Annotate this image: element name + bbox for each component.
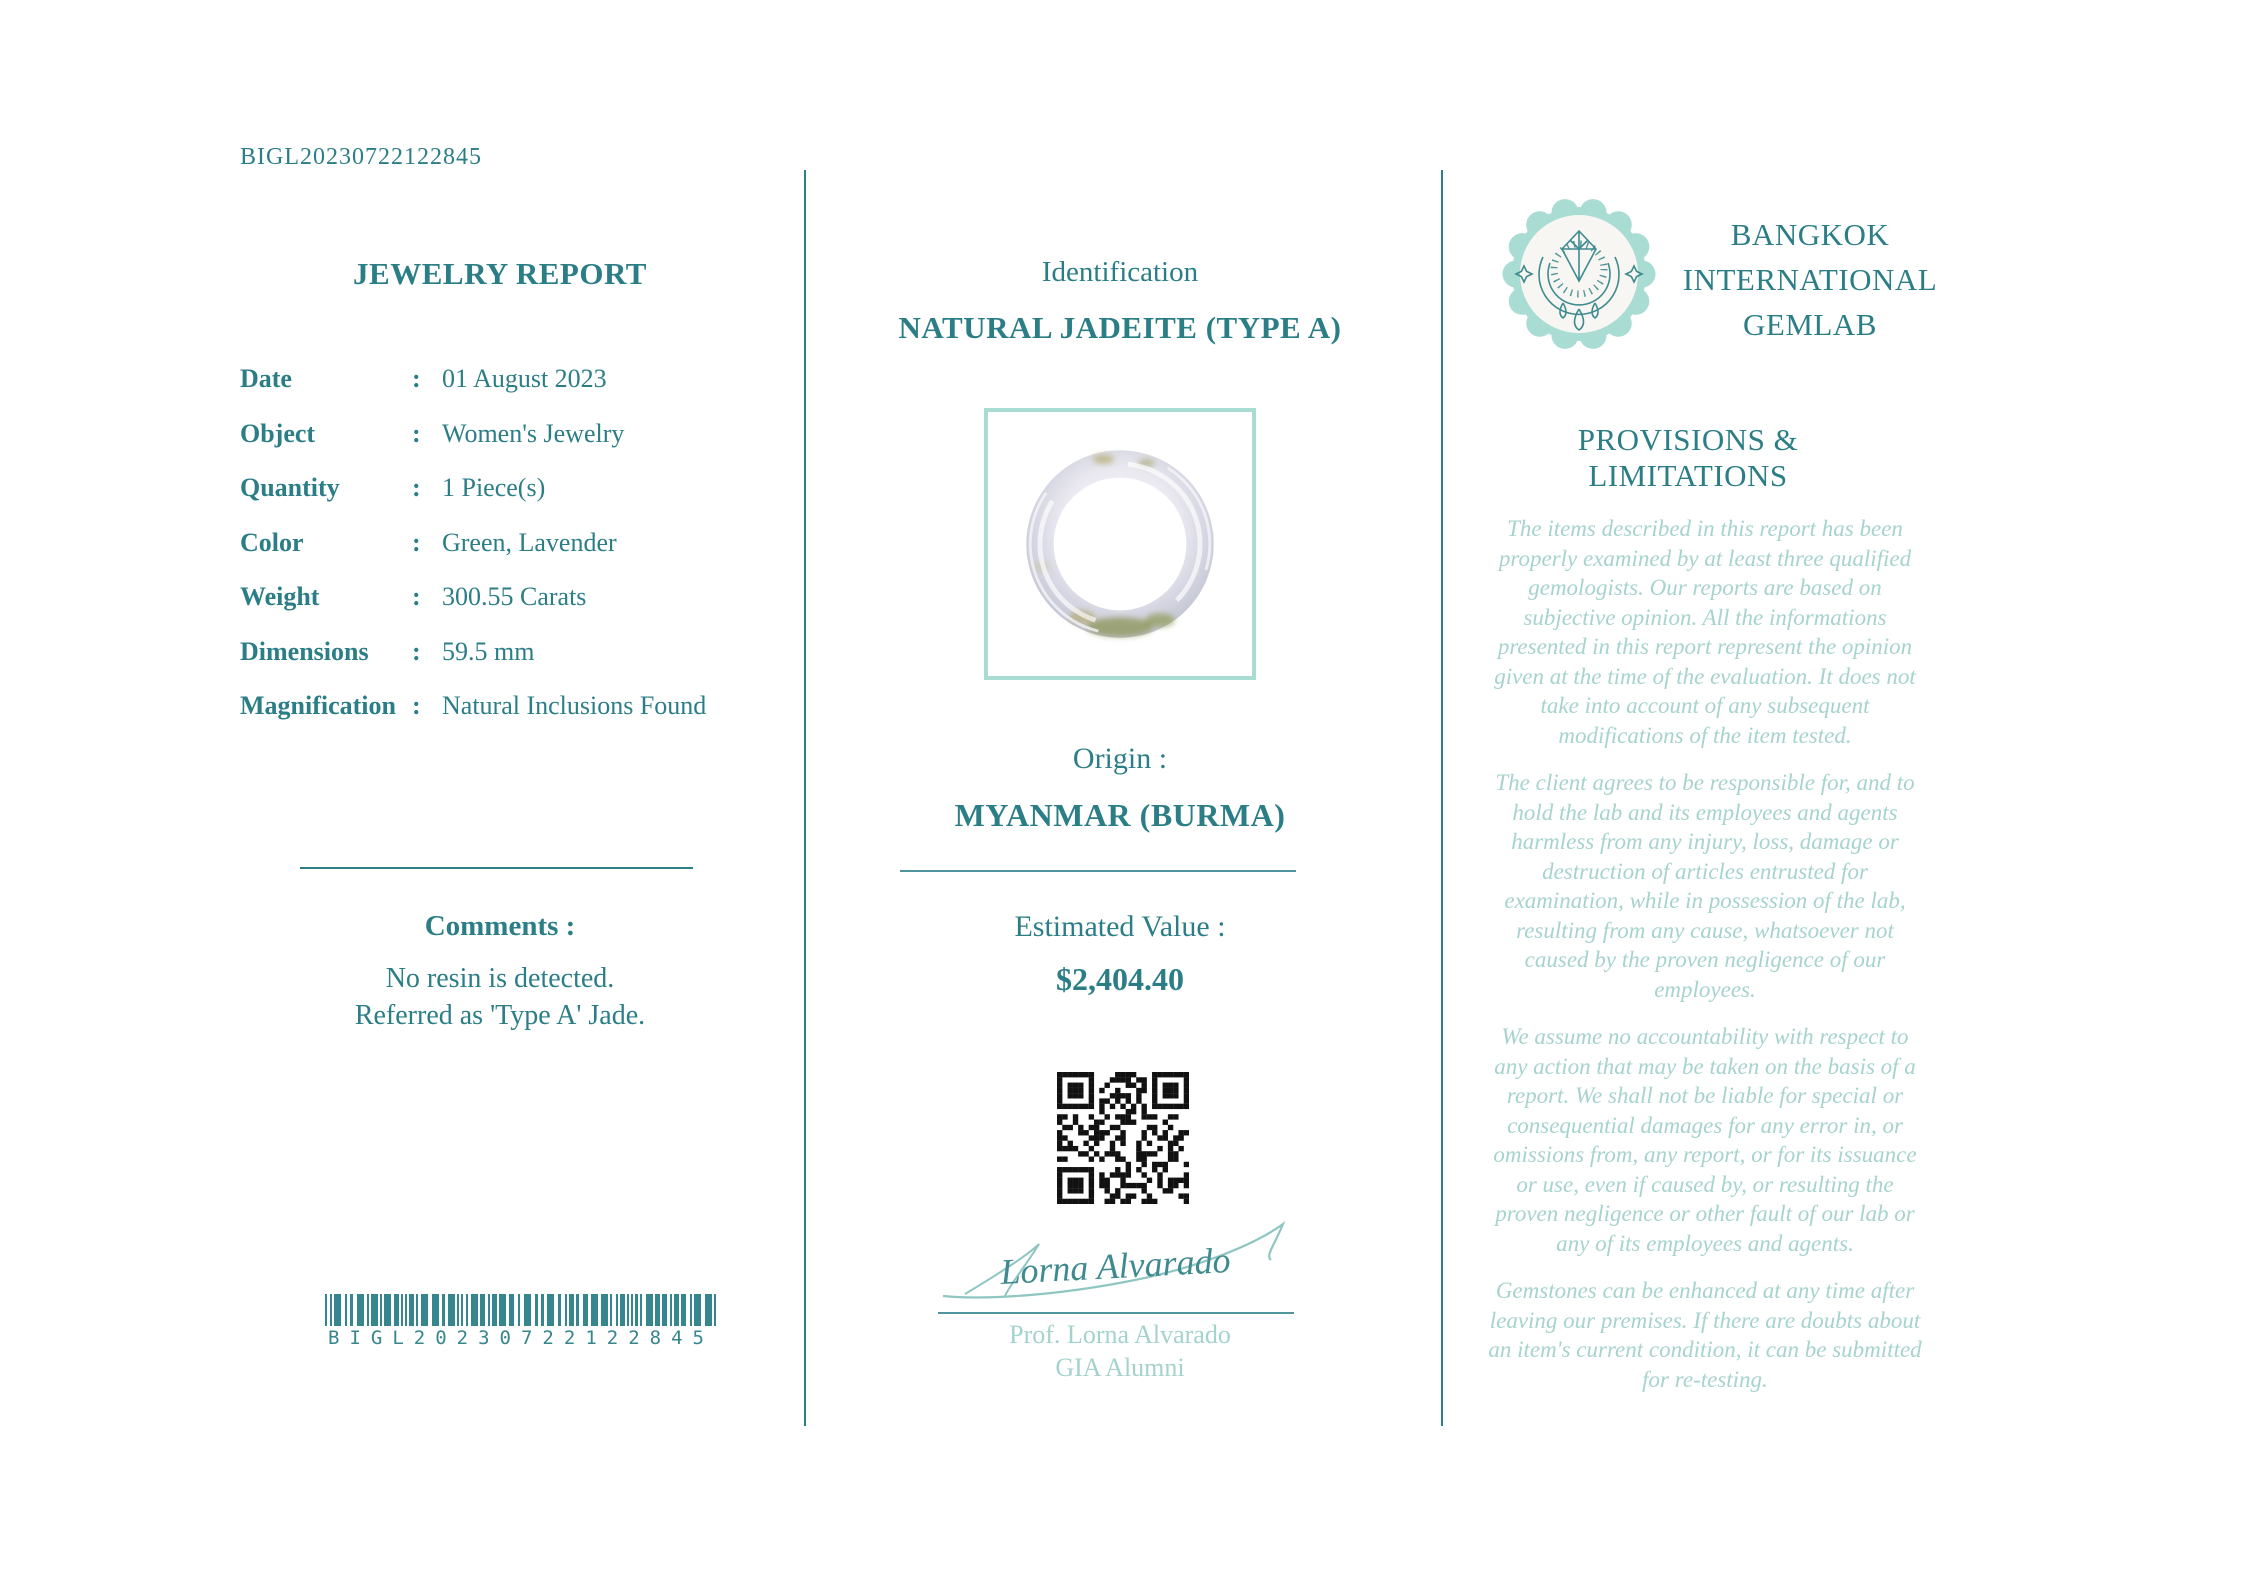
- field-separator: :: [412, 364, 421, 393]
- field-label: Date: [240, 364, 292, 393]
- provision-paragraph: The client agrees to be responsible for, and to hold the lab and its employees and agents harmless from any injury, loss, damage or destruction of articles entrusted for examination, while in possession of the lab, resulting from any cause, whatsoever not caused by the proven negligence of our employees.: [1495, 770, 1915, 1002]
- origin-value: MYANMAR (BURMA): [954, 797, 1286, 833]
- lab-name: [1660, 212, 1960, 347]
- provision-paragraph: Gemstones can be enhanced at any time after leaving our premises. If there are doubts about an item's current condition, it can be submitted for re-testing.: [1488, 1278, 1922, 1392]
- item-photo-frame: [984, 408, 1256, 680]
- origin-heading: Origin :: [1072, 742, 1168, 775]
- provision-paragraph: We assume no accountability with respect to any action that may be taken on the basis of a report. We shall not be liable for special or consequential damages for any error in, or omissions from, any report, or for its issuance or use, even if caused by, or resulting the proven negligence or other fault of our lab or any of its employees and agents.: [1493, 1024, 1917, 1256]
- field-label: Weight: [240, 582, 320, 611]
- field-row: [240, 637, 760, 692]
- field-row: [240, 473, 760, 528]
- estimated-value-amount: $2,404.40: [1056, 961, 1184, 997]
- field-row: [240, 691, 760, 746]
- identification-result: NATURAL JADEITE (TYPE A): [898, 310, 1342, 345]
- field-value: Natural Inclusions Found: [442, 691, 707, 720]
- report-fields: [240, 364, 760, 746]
- provisions-text: [1485, 514, 1925, 1412]
- barcode-bars: [325, 1294, 717, 1326]
- signatory-title: GIA Alumni: [1055, 1353, 1185, 1382]
- field-label: Object: [240, 418, 316, 448]
- field-value: Women's Jewelry: [442, 418, 625, 448]
- field-row: [240, 419, 760, 474]
- field-row: [240, 364, 760, 419]
- page-title: JEWELRY REPORT: [353, 256, 647, 291]
- field-separator: :: [412, 636, 421, 666]
- field-label: Color: [240, 527, 304, 557]
- field-value: 300.55 Carats: [442, 582, 587, 611]
- field-value: 01 August 2023: [442, 364, 607, 393]
- field-value: 59.5 mm: [442, 636, 535, 666]
- provision-paragraph: The items described in this report has been properly examined by at least three qualified gemologists. Our reports are based on subjective opinion. All the informations presented in this report represent the opinion given at the time of the evaluation. It does not take into account of any subsequent modifications of the item tested.: [1494, 516, 1916, 748]
- lab-name-line: INTERNATIONAL: [1682, 262, 1938, 297]
- field-label: Dimensions: [240, 636, 369, 666]
- lab-name-line: GEMLAB: [1743, 307, 1877, 342]
- signature-line: [938, 1312, 1294, 1314]
- value-divider: [900, 870, 1296, 872]
- signature-name: Lorna Alvarado: [999, 1240, 1232, 1293]
- field-label: Quantity: [240, 473, 340, 502]
- field-row: [240, 582, 760, 637]
- field-value: 1 Piece(s): [442, 473, 546, 502]
- jade-bangle-photo: [998, 422, 1242, 666]
- column-divider-right: [1441, 170, 1443, 1426]
- field-separator: :: [412, 418, 421, 448]
- field-separator: :: [412, 582, 421, 611]
- qr-code: [1057, 1072, 1189, 1204]
- comment-line: Referred as 'Type A' Jade.: [354, 1000, 646, 1031]
- signatory-name: Prof. Lorna Alvarado: [1009, 1320, 1231, 1349]
- barcode-text: BIGL20230722122845: [328, 1327, 714, 1349]
- report-number: BIGL20230722122845: [240, 144, 482, 170]
- field-row: [240, 528, 760, 583]
- field-value: Green, Lavender: [442, 527, 617, 557]
- provisions-heading: PROVISIONS & LIMITATIONS: [1577, 422, 1799, 493]
- signature: [935, 1216, 1297, 1312]
- comment-line: No resin is detected.: [385, 963, 615, 994]
- comments-divider: [300, 867, 693, 869]
- identification-heading: Identification: [1041, 256, 1199, 288]
- gemlab-logo-icon: [1502, 197, 1656, 351]
- field-label: Magnification: [240, 691, 396, 720]
- field-separator: :: [412, 527, 421, 557]
- lab-name-line: BANGKOK: [1730, 217, 1890, 252]
- column-divider-left: [804, 170, 806, 1426]
- barcode: [325, 1294, 717, 1349]
- estimated-value-heading: Estimated Value :: [1014, 910, 1226, 943]
- field-separator: :: [412, 473, 421, 502]
- field-separator: :: [412, 691, 421, 720]
- comments-text: [240, 960, 760, 1034]
- comments-heading: Comments :: [424, 910, 576, 942]
